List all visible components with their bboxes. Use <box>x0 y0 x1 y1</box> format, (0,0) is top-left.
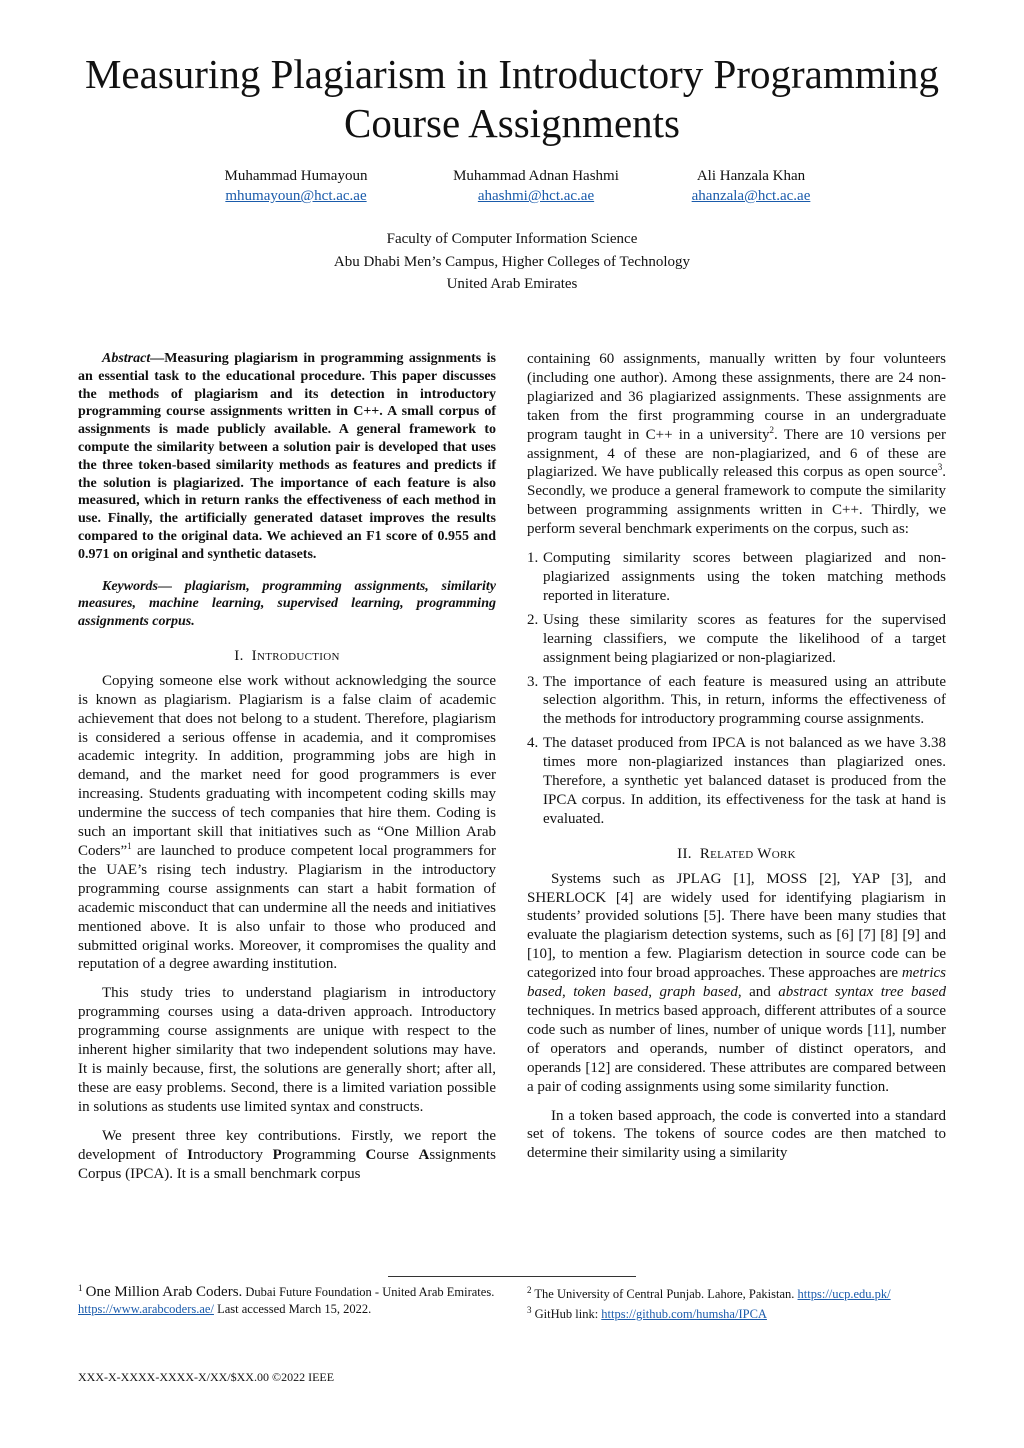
text-run: , and <box>737 984 779 1001</box>
section-title: Related Work <box>699 845 796 862</box>
text-run: , <box>648 984 660 1001</box>
list-text: Computing similarity scores between plagiarized and non-plagiarized assignments using the token matching methods reported in literature. <box>543 550 946 604</box>
paragraph <box>78 672 496 975</box>
emphasis: token based <box>573 984 649 1001</box>
text-run: ntroductory <box>193 1146 273 1163</box>
acronym-letter: C <box>365 1146 377 1163</box>
emphasis: abstract syntax tree based <box>778 984 946 1001</box>
emphasis: graph based <box>659 984 738 1001</box>
paragraph: This study tries to understand plagiarism in introductory programming courses using a data-driven approach. Introductory programming course assignments are unique with respect to the inherent higher similarity that two independent solutions may have. It is mainly because, first, the solutions are generally short; after all, these are easy problems. Second, there is a limited variation possible in solutions as students use limited syntax and constructs. <box>78 985 496 1115</box>
author-3 <box>621 166 881 206</box>
footnote-link[interactable]: https://ucp.edu.pk/ <box>797 1287 891 1301</box>
footnote-text: Dubai Future Foundation - United Arab Emirates. <box>242 1285 495 1299</box>
text-run: are launched to produce competent local programmers for the UAE’s rising tech industry. Plagiarism in the introductory programming course assignments can start a habit formation of academic misconduct that can undermine all the needs and initiatives mentioned above. It is also unfair to those who produced and submitted original works. Moreover, it compromises the quality and reputation of a degree awarding institution. <box>78 843 496 973</box>
contribution-list <box>527 549 946 829</box>
section-heading <box>527 845 946 864</box>
emphasis: metrics based <box>527 965 946 1001</box>
list-text: Using these similarity scores as features for the supervised learning classifiers, we compute the likelihood of a target assignment being plagiarized or non-plagiarized. <box>543 611 946 666</box>
paper-title: Measuring Plagiarism in Introductory Programming Course Assignments <box>84 51 940 146</box>
list-number: 2. <box>527 611 539 628</box>
section-title: Introduction <box>251 647 340 664</box>
author-name: Ali Hanzala Khan <box>696 168 806 184</box>
footnote-lead: One Million Arab Coders. <box>85 1284 243 1300</box>
paragraph <box>78 1127 496 1184</box>
text-run: containing 60 assignments, manually written by four volunteers (including one author). Among these assignments, there are 24 non-plagiarized and 36 plagiarized assignments. These assignments are taken from the first programming course in an undergraduate program taught in C++ in a university <box>527 351 946 443</box>
section-number: II. <box>677 845 692 862</box>
abstract <box>78 350 496 564</box>
affiliation-line: Faculty of Computer Information Science <box>386 231 638 247</box>
footnote-marker: 3 <box>527 1304 532 1315</box>
list-number: 4. <box>527 735 539 752</box>
paragraph: In a token based approach, the code is converted into a standard set of tokens. The tokens of source codes are then matched to determine their similarity using a similarity <box>527 1107 946 1162</box>
list-item <box>527 549 946 606</box>
acronym-letter: P <box>272 1146 282 1163</box>
affiliation <box>0 228 1024 296</box>
list-text: The dataset produced from IPCA is not balanced as we have 3.38 times more non-plagiarized instances than plagiarized ones. Therefore, a synthetic yet balanced dataset is produced from the IPCA corpus. In addition, its effectiveness for the task at hand is evaluated. <box>543 735 946 827</box>
list-item <box>527 734 946 829</box>
footnote-rule <box>388 1276 636 1277</box>
copyright-footer: XXX-X-XXXX-XXXX-X/XX/$XX.00 ©2022 IEEE <box>78 1370 335 1384</box>
list-item <box>527 673 946 730</box>
affiliation-line: United Arab Emirates <box>446 276 578 292</box>
author-name: Muhammad Adnan Hashmi <box>453 168 619 184</box>
paragraph <box>527 350 946 539</box>
author-1 <box>166 166 426 206</box>
text-run: Systems such as JPLAG [1], MOSS [2], YAP [3], and SHERLOCK [4] are widely used for identifying plagiarism in students’ provided solutions [5]. There have been many studies that evaluate the plagiarism detection systems, such as [6] [7] [8] [9] and [10], to mention a few. Plagiarism detection in source code can be categorized into four broad approaches. These approaches are <box>527 870 946 982</box>
footnote-2 <box>527 1286 957 1303</box>
left-column <box>78 350 496 1183</box>
footnote-link[interactable]: https://www.arabcoders.ae/ <box>78 1302 214 1316</box>
footnote-text: Last accessed March 15, 2022. <box>213 1302 372 1316</box>
text-run: techniques. In metrics based approach, different attributes of a source code such as number of lines, number of unique words [11], number of operators and operands, number of distinct operators, and operands [12] are considered. These attributes are compared between a pair of coding assignments using some similarity function. <box>527 1003 946 1095</box>
abstract-text: Measuring plagiarism in programming assignments is an essential task to the educational procedure. This paper discusses the methods of plagiarism and its detection in introductory programming course assignments written in C++. A small corpus of assignments is made publicly available. A general framework to compute the similarity between a solution pair is developed that uses the three token-based similarity methods as features and predicts if the solution is plagiarized. The importance of each feature is also measured, which in return ranks the effectiveness of each method in use. Finally, the artificially generated dataset improves the results compared to the original data. We achieved an F1 score of 0.955 and 0.971 on original and synthetic datasets. <box>78 351 496 562</box>
section-number: I. <box>234 647 244 664</box>
text-run: ssignments Corpus (IPCA). It is a small benchmark corpus <box>78 1146 496 1182</box>
author-email-link[interactable]: ahashmi@hct.ac.ae <box>477 188 595 204</box>
footnote-link[interactable]: https://github.com/humsha/IPCA <box>601 1307 767 1321</box>
footnote-marker: 2 <box>769 424 775 435</box>
footnote-marker: 3 <box>937 462 943 473</box>
footnote-marker: 1 <box>78 1282 83 1293</box>
footnote-text: The University of Central Punjab. Lahore, Pakistan. <box>534 1287 798 1301</box>
footnote-marker: 2 <box>527 1284 532 1295</box>
list-item <box>527 611 946 668</box>
author-email-link[interactable]: ahanzala@hct.ac.ae <box>691 188 811 204</box>
keywords <box>78 578 496 631</box>
text-run: We present three key contributions. Firstly, we report the development of <box>78 1127 496 1163</box>
section-heading <box>78 647 496 666</box>
author-name: Muhammad Humayoun <box>224 168 368 184</box>
affiliation-line: Abu Dhabi Men’s Campus, Higher Colleges of Technology <box>333 253 691 270</box>
footnote-3 <box>527 1306 957 1323</box>
text-run: rogramming <box>281 1146 366 1163</box>
author-email-link[interactable]: mhumayoun@hct.ac.ae <box>225 188 367 204</box>
text-run: Copying someone else work without acknowledging the source is known as plagiarism. Plagiarism is a false claim of academic achievement that does not belong to a student. Therefore, plagiarism is considered a serious offense in academia, and it compromises academic integrity. In addition, programming jobs are high in demand, and the market need for good programmers is ever increasing. Students graduating with incompetent coding skills may undermine the success of tech companies that hire them. Coding is such an important skill that initiatives such as “One Million Arab Coders” <box>78 672 496 860</box>
keywords-text: plagiarism, programming assignments, similarity measures, machine learning, supervised learning, programming assignments corpus. <box>78 578 496 630</box>
list-number: 3. <box>527 673 539 690</box>
acronym-letter: A <box>418 1146 430 1163</box>
list-number: 1. <box>527 550 539 567</box>
footnote-marker: 1 <box>127 841 132 852</box>
footnote-1 <box>78 1284 496 1318</box>
keywords-label: Keywords— <box>102 578 172 594</box>
acronym-letter: I <box>187 1146 194 1163</box>
paragraph <box>527 870 946 1097</box>
list-text: The importance of each feature is measured using an attribute selection algorithm. This, in return, informs the effectiveness of the methods for introductory programming course assignments. <box>543 673 946 728</box>
text-run: . There are 10 versions per assignment, 4 of these are non-plagiarized, and 6 of these are plagiarized. We have publically released this corpus as open source <box>527 426 946 481</box>
text-run: , <box>562 984 574 1001</box>
text-run: . Secondly, we produce a general framework to compute the similarity between programming assignments written in C++. Thirdly, we perform several benchmark experiments on the corpus, such as: <box>527 464 946 538</box>
text-run: ourse <box>376 1146 419 1163</box>
abstract-label: Abstract— <box>102 351 165 366</box>
footnote-text: GitHub link: <box>534 1307 602 1321</box>
right-column <box>527 350 946 1163</box>
